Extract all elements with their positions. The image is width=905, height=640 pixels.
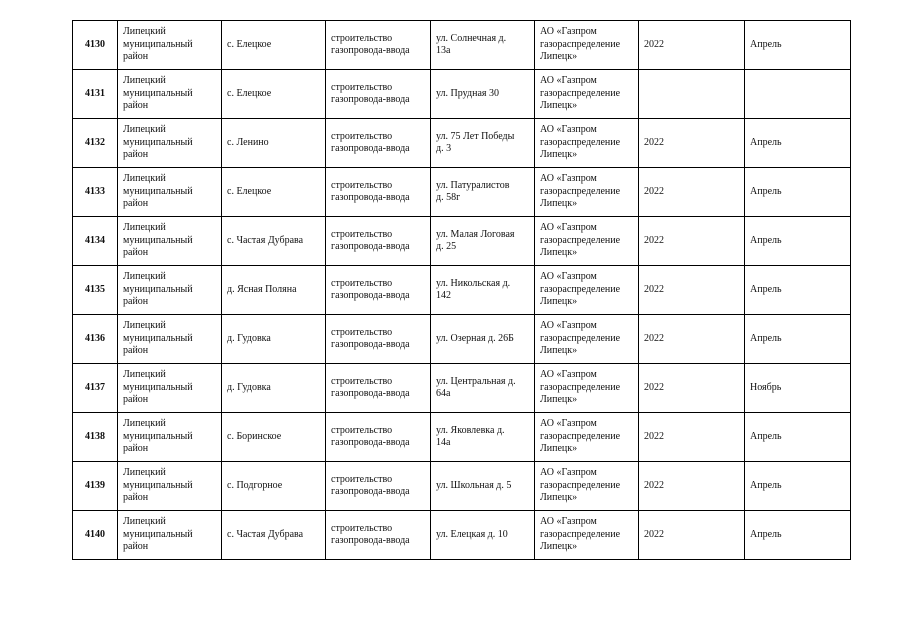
organization-cell: АО «Газпром газораспределение Липецк» — [535, 70, 639, 119]
address-cell: ул. Солнечная д. 13а — [431, 21, 535, 70]
table-row — [73, 413, 851, 462]
table-row — [73, 266, 851, 315]
address-cell: ул. Прудная 30 — [431, 70, 535, 119]
year-cell: 2022 — [639, 364, 745, 413]
district-cell: Липецкий муниципальный район — [118, 364, 222, 413]
row-number: 4137 — [73, 364, 118, 413]
table-row — [73, 70, 851, 119]
address-cell: ул. Никольская д. 142 — [431, 266, 535, 315]
row-number: 4134 — [73, 217, 118, 266]
document-table — [72, 20, 851, 560]
row-number: 4135 — [73, 266, 118, 315]
work-type-cell: строительство газопровода-ввода — [326, 21, 431, 70]
organization-cell: АО «Газпром газораспределение Липецк» — [535, 266, 639, 315]
table-row — [73, 511, 851, 560]
work-type-cell: строительство газопровода-ввода — [326, 266, 431, 315]
address-cell: ул. Школьная д. 5 — [431, 462, 535, 511]
year-cell: 2022 — [639, 217, 745, 266]
year-cell: 2022 — [639, 511, 745, 560]
month-cell: Апрель — [745, 119, 851, 168]
organization-cell: АО «Газпром газораспределение Липецк» — [535, 511, 639, 560]
organization-cell: АО «Газпром газораспределение Липецк» — [535, 119, 639, 168]
address-cell: ул. Озерная д. 26Б — [431, 315, 535, 364]
month-cell: Апрель — [745, 462, 851, 511]
organization-cell: АО «Газпром газораспределение Липецк» — [535, 315, 639, 364]
work-type-cell: строительство газопровода-ввода — [326, 168, 431, 217]
row-number: 4130 — [73, 21, 118, 70]
work-type-cell: строительство газопровода-ввода — [326, 511, 431, 560]
month-cell: Апрель — [745, 511, 851, 560]
district-cell: Липецкий муниципальный район — [118, 70, 222, 119]
settlement-cell: с. Ленино — [222, 119, 326, 168]
settlement-cell: с. Частая Дубрава — [222, 511, 326, 560]
row-number: 4132 — [73, 119, 118, 168]
settlement-cell: д. Ясная Поляна — [222, 266, 326, 315]
district-cell: Липецкий муниципальный район — [118, 511, 222, 560]
work-type-cell: строительство газопровода-ввода — [326, 217, 431, 266]
address-cell: ул. Центральная д. 64а — [431, 364, 535, 413]
month-cell — [745, 70, 851, 119]
settlement-cell: с. Частая Дубрава — [222, 217, 326, 266]
district-cell: Липецкий муниципальный район — [118, 21, 222, 70]
district-cell: Липецкий муниципальный район — [118, 413, 222, 462]
table-row — [73, 315, 851, 364]
year-cell: 2022 — [639, 21, 745, 70]
row-number: 4138 — [73, 413, 118, 462]
year-cell: 2022 — [639, 315, 745, 364]
row-number: 4139 — [73, 462, 118, 511]
work-type-cell: строительство газопровода-ввода — [326, 364, 431, 413]
year-cell: 2022 — [639, 168, 745, 217]
year-cell — [639, 70, 745, 119]
settlement-cell: с. Елецкое — [222, 70, 326, 119]
address-cell: ул. Елецкая д. 10 — [431, 511, 535, 560]
table-row — [73, 364, 851, 413]
organization-cell: АО «Газпром газораспределение Липецк» — [535, 21, 639, 70]
organization-cell: АО «Газпром газораспределение Липецк» — [535, 364, 639, 413]
organization-cell: АО «Газпром газораспределение Липецк» — [535, 462, 639, 511]
month-cell: Апрель — [745, 315, 851, 364]
organization-cell: АО «Газпром газораспределение Липецк» — [535, 217, 639, 266]
settlement-cell: с. Подгорное — [222, 462, 326, 511]
row-number: 4136 — [73, 315, 118, 364]
month-cell: Апрель — [745, 217, 851, 266]
settlement-cell: д. Гудовка — [222, 364, 326, 413]
table-row — [73, 21, 851, 70]
work-type-cell: строительство газопровода-ввода — [326, 119, 431, 168]
settlement-cell: с. Елецкое — [222, 168, 326, 217]
table-row — [73, 462, 851, 511]
district-cell: Липецкий муниципальный район — [118, 462, 222, 511]
month-cell: Ноябрь — [745, 364, 851, 413]
table-row — [73, 119, 851, 168]
table-body — [73, 21, 851, 560]
table-row — [73, 217, 851, 266]
settlement-cell: с. Боринское — [222, 413, 326, 462]
month-cell: Апрель — [745, 168, 851, 217]
row-number: 4140 — [73, 511, 118, 560]
table-row — [73, 168, 851, 217]
district-cell: Липецкий муниципальный район — [118, 168, 222, 217]
year-cell: 2022 — [639, 413, 745, 462]
district-cell: Липецкий муниципальный район — [118, 315, 222, 364]
organization-cell: АО «Газпром газораспределение Липецк» — [535, 413, 639, 462]
year-cell: 2022 — [639, 266, 745, 315]
district-cell: Липецкий муниципальный район — [118, 266, 222, 315]
district-cell: Липецкий муниципальный район — [118, 119, 222, 168]
work-type-cell: строительство газопровода-ввода — [326, 462, 431, 511]
year-cell: 2022 — [639, 119, 745, 168]
month-cell: Апрель — [745, 266, 851, 315]
work-type-cell: строительство газопровода-ввода — [326, 315, 431, 364]
address-cell: ул. Яковлевка д. 14а — [431, 413, 535, 462]
address-cell: ул. Патуралистов д. 58г — [431, 168, 535, 217]
row-number: 4133 — [73, 168, 118, 217]
month-cell: Апрель — [745, 413, 851, 462]
address-cell: ул. 75 Лет Победы д. 3 — [431, 119, 535, 168]
address-cell: ул. Малая Логовая д. 25 — [431, 217, 535, 266]
row-number: 4131 — [73, 70, 118, 119]
month-cell: Апрель — [745, 21, 851, 70]
work-type-cell: строительство газопровода-ввода — [326, 413, 431, 462]
year-cell: 2022 — [639, 462, 745, 511]
work-type-cell: строительство газопровода-ввода — [326, 70, 431, 119]
organization-cell: АО «Газпром газораспределение Липецк» — [535, 168, 639, 217]
district-cell: Липецкий муниципальный район — [118, 217, 222, 266]
settlement-cell: с. Елецкое — [222, 21, 326, 70]
settlement-cell: д. Гудовка — [222, 315, 326, 364]
